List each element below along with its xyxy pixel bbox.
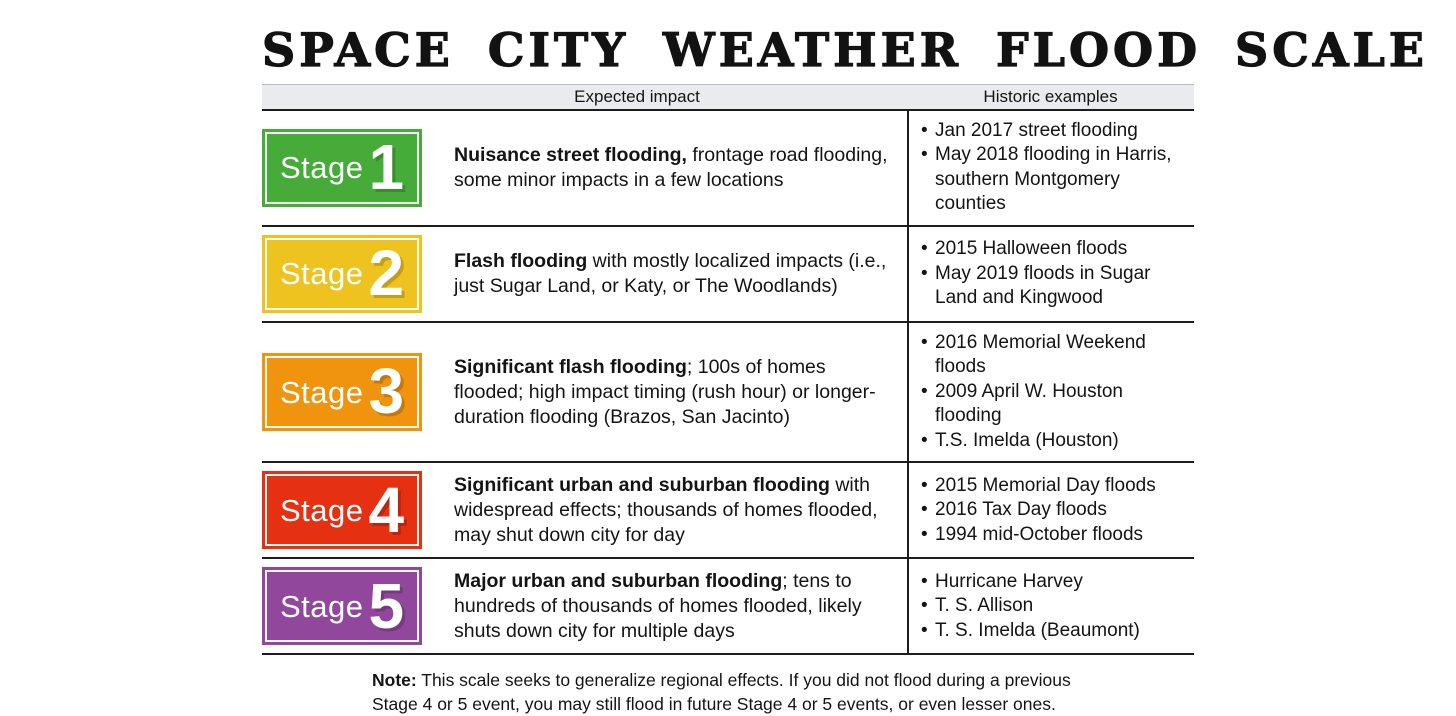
example-item: • T. S. Allison xyxy=(919,594,1140,619)
example-item: • 2015 Memorial Day floods xyxy=(919,474,1156,499)
stage-5-impact-cell xyxy=(262,559,907,653)
table-header xyxy=(262,84,1194,111)
example-item: • May 2018 flooding in Harris, southern Montgomery counties xyxy=(919,143,1192,217)
stage-3-badge xyxy=(262,353,422,431)
stage-3-examples-list xyxy=(919,331,1192,454)
example-item: • 2016 Tax Day floods xyxy=(919,498,1156,523)
example-item: • T.S. Imelda (Houston) xyxy=(919,429,1192,454)
historic-examples-header: Historic examples xyxy=(983,86,1118,106)
impact-detail: frontage road flooding, some minor impacts in a few locations xyxy=(454,143,888,191)
example-item: • May 2019 floods in Sugar Land and Kingwood xyxy=(919,262,1192,311)
stage-5-impact-text xyxy=(454,569,895,644)
example-item: • 2009 April W. Houston flooding xyxy=(919,380,1192,429)
impact-detail: with mostly localized impacts (i.e., just Sugar Land, or Katy, or The Woodlands) xyxy=(454,249,887,297)
stage-1-impact-cell xyxy=(262,111,907,225)
example-item: • 1994 mid-October floods xyxy=(919,523,1156,548)
stage-label: Stage xyxy=(279,256,364,292)
stage-label: Stage xyxy=(279,374,364,410)
example-item: • 2015 Halloween floods xyxy=(919,237,1192,262)
stage-3-row xyxy=(262,323,1194,464)
stage-label: Stage xyxy=(279,150,364,186)
stage-3-examples-cell xyxy=(907,323,1194,462)
stage-1-impact-text xyxy=(454,143,895,193)
impact-detail: ; 100s of homes flooded; high impact timing (rush hour) or longer-duration flooding (Brazos, San Jacinto) xyxy=(454,355,876,428)
example-item: • T. S. Imelda (Beaumont) xyxy=(919,619,1140,644)
stage-4-row xyxy=(262,463,1194,559)
impact-highlight: Significant flash flooding xyxy=(454,355,687,378)
stage-2-impact-text xyxy=(454,249,895,299)
impact-highlight: Major urban and suburban flooding xyxy=(454,569,783,592)
stage-number: 2 xyxy=(368,237,405,310)
stage-number: 1 xyxy=(368,131,405,204)
stage-5-badge xyxy=(262,567,422,645)
stage-number: 3 xyxy=(368,355,405,428)
stage-4-examples-cell xyxy=(907,463,1194,557)
stage-1-examples-cell xyxy=(907,111,1194,225)
expected-impact-header: Expected impact xyxy=(574,86,700,106)
stage-2-badge xyxy=(262,235,422,313)
stage-label: Stage xyxy=(279,492,364,528)
stage-2-examples-list xyxy=(919,237,1192,311)
stage-2-impact-cell xyxy=(262,227,907,321)
impact-highlight: Nuisance street flooding, xyxy=(454,143,687,166)
stage-4-examples-list xyxy=(919,474,1156,548)
stage-2-examples-cell xyxy=(907,227,1194,321)
example-item: • Jan 2017 street flooding xyxy=(919,119,1192,144)
stage-4-impact-cell xyxy=(262,463,907,557)
stage-4-badge xyxy=(262,471,422,549)
impact-highlight: Significant urban and suburban flooding xyxy=(454,473,830,496)
stage-5-row xyxy=(262,559,1194,655)
stage-1-examples-list xyxy=(919,119,1192,217)
stage-5-examples-cell xyxy=(907,559,1194,653)
stage-1-row xyxy=(262,111,1194,227)
note-label: Note: xyxy=(372,670,417,691)
stage-number: 5 xyxy=(368,569,405,642)
page-title: SPACE CITY WEATHER FLOOD SCALE xyxy=(262,23,1428,77)
stage-4-impact-text xyxy=(454,473,895,548)
stage-3-impact-text xyxy=(454,355,895,430)
stage-label: Stage xyxy=(279,588,364,624)
impact-detail: with widespread effects; thousands of homes flooded, may shut down city for day xyxy=(454,473,878,546)
stage-2-row xyxy=(262,227,1194,323)
note-text: This scale seeks to generalize regional effects. If you did not flood during a previous Stage 4 or 5 event, you may still flood in future Stage 4 or 5 events, or even lesser ones. xyxy=(372,670,1071,715)
example-item: • 2016 Memorial Weekend floods xyxy=(919,331,1192,380)
infographic-content xyxy=(262,0,1428,716)
stage-3-impact-cell xyxy=(262,323,907,462)
example-item: • Hurricane Harvey xyxy=(919,570,1140,595)
stage-5-examples-list xyxy=(919,570,1140,644)
impact-highlight: Flash flooding xyxy=(454,249,588,272)
impact-detail: ; tens to hundreds of thousands of homes flooded, likely shuts down city for multiple days xyxy=(454,569,862,642)
stage-number: 4 xyxy=(368,473,405,546)
stage-1-badge xyxy=(262,129,422,207)
